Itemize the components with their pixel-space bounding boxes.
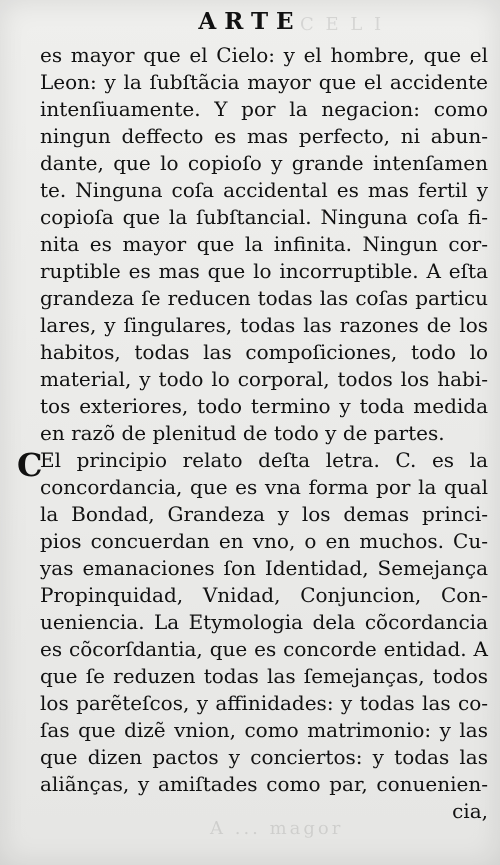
- text-line: lares, y ſingulares, todas las razones de los: [40, 313, 488, 337]
- text-line: pios concuerdan en vno, o en muchos. Cu-: [40, 529, 488, 553]
- text-line: yas emanaciones ſon Identidad, Semejança: [40, 556, 488, 580]
- text-line: ruptible es mas que lo incorruptible. A eſta: [40, 259, 488, 283]
- text-line: que dizen pactos y conciertos: y todas las: [40, 745, 488, 769]
- text-line: nita es mayor que la infinita. Ningun cor-: [40, 232, 488, 256]
- text-line: El principio relato deſta letra. C. es la: [40, 448, 488, 472]
- text-line: grandeza ſe reducen todas las coſas particu: [40, 286, 488, 310]
- text-line: ſas que dizẽ vnion, como matrimonio: y las: [40, 718, 488, 742]
- text-line: tos exteriores, todo termino y toda medida: [40, 394, 488, 418]
- text-line: que ſe reduzen todas las ſemejanças, todos: [40, 664, 488, 688]
- text-line: los parẽteſcos, y affinidades: y todas las co-: [40, 691, 488, 715]
- text-line: aliãnças, y amiſtades como par, conuenien-: [40, 772, 488, 796]
- text-line: material, y todo lo corporal, todos los habi-: [40, 367, 488, 391]
- bleed-through-top: C E L I: [300, 14, 385, 35]
- text-line: cia,: [452, 799, 488, 823]
- running-head: ARTE: [198, 8, 302, 35]
- text-line: es cõcorſdantia, que es concorde entidad. A: [40, 637, 488, 661]
- text-line: copioſa que la ſubſtancial. Ninguna coſa fi-: [40, 205, 488, 229]
- text-line: la Bondad, Grandeza y los demas princi-: [40, 502, 488, 526]
- text-line: te. Ninguna coſa accidental es mas fertil y: [40, 178, 488, 202]
- text-line: ningun deffecto es mas perfecto, ni abun-: [40, 124, 488, 148]
- text-line: en razõ de plenitud de todo y de partes.: [40, 421, 445, 445]
- bleed-through-bottom: A ... magor: [210, 818, 344, 839]
- text-line: ueniencia. La Etymologia dela cõcordancia: [40, 610, 488, 634]
- text-line: es mayor que el Cielo: y el hombre, que el: [40, 43, 488, 67]
- section-marginal-letter: C: [17, 446, 43, 484]
- text-line: dante, que lo copioſo y grande intenſamen: [40, 151, 488, 175]
- text-line: concordancia, que es vna forma por la qual: [40, 475, 488, 499]
- body-text: [40, 42, 488, 825]
- text-line: Leon: y la ſubſtãcia mayor que el accidente: [40, 70, 488, 94]
- text-line: habitos, todas las compoſiciones, todo lo: [40, 340, 488, 364]
- text-line: Propinquidad, Vnidad, Conjuncion, Con-: [40, 583, 488, 607]
- text-line: intenſiuamente. Y por la negacion: como: [40, 97, 488, 121]
